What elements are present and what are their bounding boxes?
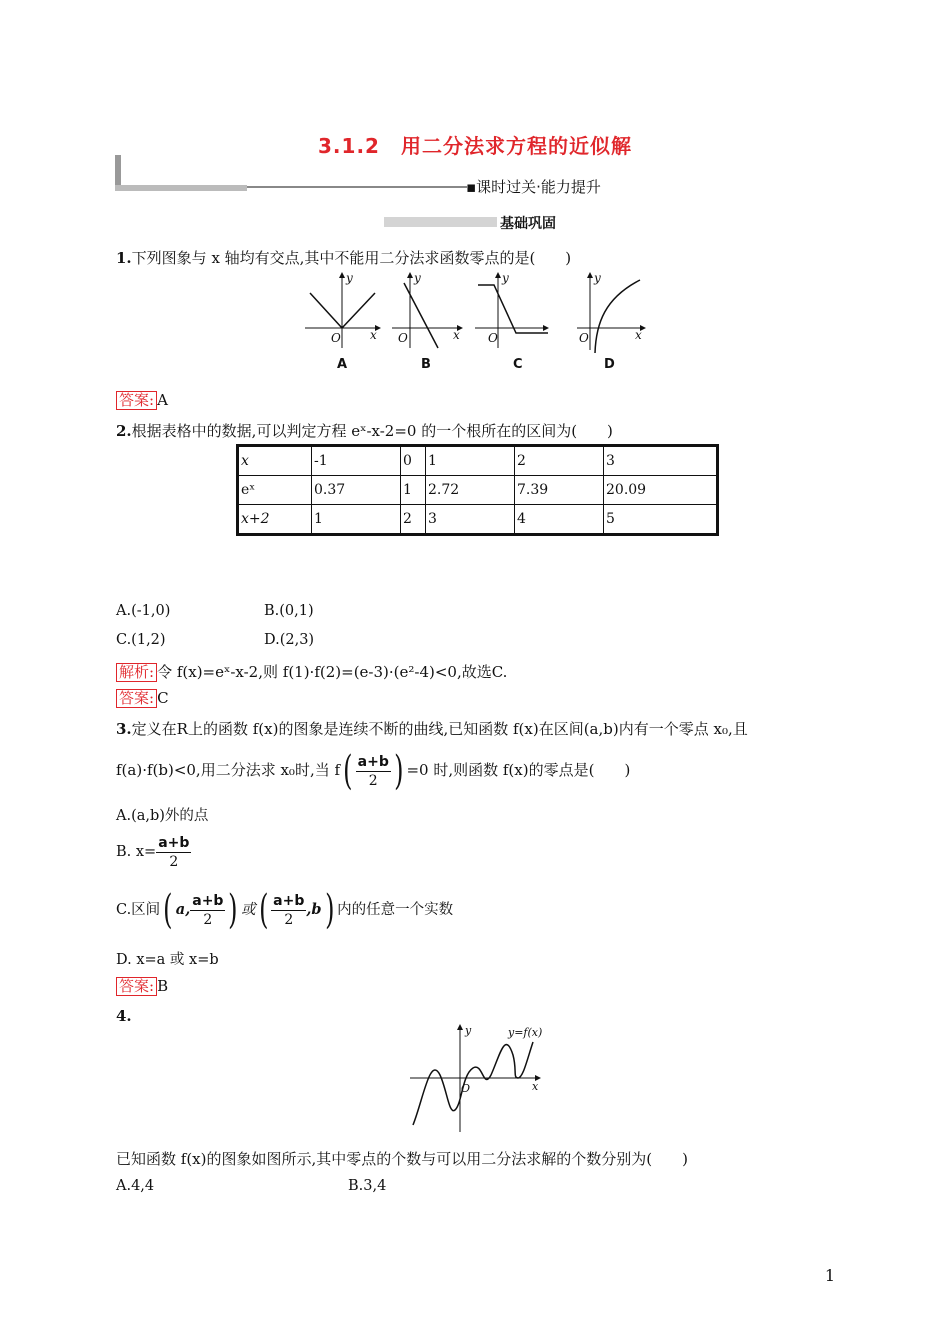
fraction — [271, 892, 306, 929]
section-label: 基础巩固 — [500, 216, 556, 232]
interval-end: ,b — [306, 901, 322, 918]
right-paren: ) — [228, 887, 238, 933]
question-3-number: 3. — [116, 720, 132, 738]
answer-label: 答案: — [116, 977, 157, 996]
graph-a — [305, 273, 380, 348]
fraction-numerator: a+b — [273, 892, 305, 909]
table-cell: x+2 — [238, 505, 312, 535]
table-cell: 2 — [515, 446, 604, 476]
question-1 — [116, 247, 571, 268]
x-axis-label: x — [532, 1080, 539, 1093]
q4-option-b: B.3,4 — [348, 1178, 387, 1194]
section-bar — [384, 217, 497, 227]
answer-value: A — [157, 391, 168, 409]
question-2-text: 根据表格中的数据,可以判定方程 eˣ-x-2=0 的一个根所在的区间为( ) — [131, 422, 613, 440]
header-rule — [247, 186, 467, 188]
question-4-number: 4. — [116, 1007, 132, 1025]
q4-option-a: A.4,4 — [116, 1178, 155, 1194]
table-cell: -1 — [312, 446, 401, 476]
left-paren: ( — [343, 748, 353, 794]
graph-a-origin: O — [331, 331, 341, 345]
question-2-analysis — [116, 661, 507, 682]
or-text: 或 — [241, 902, 256, 918]
graph-b-y-label: y — [414, 271, 421, 285]
answer-label: 答案: — [116, 689, 157, 708]
q3-option-b — [116, 832, 191, 872]
table-cell: 2.72 — [426, 476, 515, 505]
graph-c-origin: O — [488, 331, 498, 345]
q3-option-c-post: 内的任意一个实数 — [337, 902, 454, 918]
data-table — [236, 444, 719, 536]
question-4-text: 已知函数 f(x)的图象如图所示,其中零点的个数与可以用二分法求解的个数分别为( ) — [116, 1150, 688, 1168]
graph-c — [475, 273, 548, 348]
q2-option-a: A.(-1,0) — [116, 603, 171, 619]
origin-label: O — [461, 1082, 471, 1095]
table-cell: 4 — [515, 505, 604, 535]
q3-option-a: A.(a,b)外的点 — [116, 808, 209, 824]
table-cell: 3 — [604, 446, 718, 476]
left-paren: ( — [258, 887, 269, 933]
left-paren: ( — [163, 887, 173, 933]
curve — [413, 1042, 533, 1125]
answer-label: 答案: — [116, 391, 157, 410]
question-4 — [116, 1007, 132, 1025]
question-3-line-1 — [116, 718, 748, 739]
graph-d-y-label: y — [594, 271, 601, 285]
right-paren: ) — [393, 748, 404, 794]
question-3-text: 定义在R上的函数 f(x)的图象是连续不断的曲线,已知函数 f(x)在区间(a,b)内有一个零点 x₀,且 — [131, 720, 748, 738]
graph-d-origin: O — [579, 331, 589, 345]
table-cell: 7.39 — [515, 476, 604, 505]
question-4-graph — [405, 1020, 555, 1135]
question-1-graphs — [300, 268, 660, 378]
graph-b-origin: O — [398, 331, 408, 345]
graph-d-label: D — [604, 357, 615, 372]
question-3-line-2 — [116, 745, 630, 795]
table-cell: x — [238, 446, 312, 476]
table-cell: 1 — [312, 505, 401, 535]
question-1-number: 1. — [116, 249, 132, 267]
answer-value: B — [157, 977, 169, 995]
table-row — [238, 476, 718, 505]
table-cell: 20.09 — [604, 476, 718, 505]
table-cell: 2 — [401, 505, 426, 535]
question-1-text: 下列图象与 x 轴均有交点,其中不能用二分法求函数零点的是( ) — [131, 249, 572, 267]
question-2 — [116, 420, 613, 441]
header-label: ▪课时过关·能力提升 — [466, 178, 601, 196]
table-cell: 1 — [401, 476, 426, 505]
analysis-label: 解析: — [116, 663, 157, 682]
table-row — [238, 446, 718, 476]
graph-b-label: B — [421, 357, 431, 372]
q3-option-c — [116, 888, 453, 932]
fraction — [156, 834, 191, 871]
page-title: 3.1.2 用二分法求方程的近似解 — [318, 134, 632, 158]
fraction-denominator: 2 — [169, 853, 179, 870]
fraction-denominator: 2 — [203, 911, 213, 928]
table-cell: eˣ — [238, 476, 312, 505]
y-axis-label: y — [465, 1024, 472, 1037]
q3-option-b-text: B. x= — [116, 844, 157, 860]
fraction — [190, 892, 225, 929]
table-cell: 5 — [604, 505, 718, 535]
question-3-answer — [116, 977, 168, 996]
page-number: 1 — [824, 1266, 835, 1285]
graph-a-y-label: y — [346, 271, 353, 285]
graph-a-label: A — [337, 357, 348, 372]
function-label: y=f(x) — [508, 1026, 543, 1039]
answer-value: C — [157, 689, 169, 707]
question-2-answer — [116, 689, 169, 708]
fraction-numerator: a+b — [192, 892, 224, 909]
fraction-numerator: a+b — [357, 753, 389, 770]
question-3-text-pre: f(a)·f(b)<0,用二分法求 x₀时,当 f — [116, 761, 341, 779]
graph-c-label: C — [513, 357, 523, 372]
table-row — [238, 505, 718, 535]
fraction-numerator: a+b — [158, 834, 190, 851]
header-decoration-horizontal — [115, 185, 247, 191]
question-3-text-post: =0 时,则函数 f(x)的零点是( ) — [406, 761, 631, 779]
graph-c-y-label: y — [502, 271, 509, 285]
fraction-denominator: 2 — [284, 911, 294, 928]
q2-option-b: B.(0,1) — [264, 603, 314, 619]
question-2-number: 2. — [116, 422, 132, 440]
analysis-text: 令 f(x)=eˣ-x-2,则 f(1)·f(2)=(e-3)·(e²-4)<0,故选C. — [157, 663, 508, 681]
q3-option-d: D. x=a 或 x=b — [116, 952, 219, 968]
q2-option-c: C.(1,2) — [116, 632, 166, 648]
interval-start: a, — [175, 901, 191, 918]
graph-d-x-label: x — [635, 328, 642, 342]
table-cell: 1 — [426, 446, 515, 476]
table-cell: 3 — [426, 505, 515, 535]
q2-option-d: D.(2,3) — [264, 632, 315, 648]
q3-option-c-text: C.区间 — [116, 902, 161, 918]
table-cell: 0 — [401, 446, 426, 476]
fraction-denominator: 2 — [368, 772, 378, 789]
question-1-answer — [116, 391, 168, 410]
graph-b-x-label: x — [453, 328, 460, 342]
right-paren: ) — [324, 887, 335, 933]
graph-a-x-label: x — [370, 328, 377, 342]
fraction — [356, 753, 391, 790]
table-cell: 0.37 — [312, 476, 401, 505]
